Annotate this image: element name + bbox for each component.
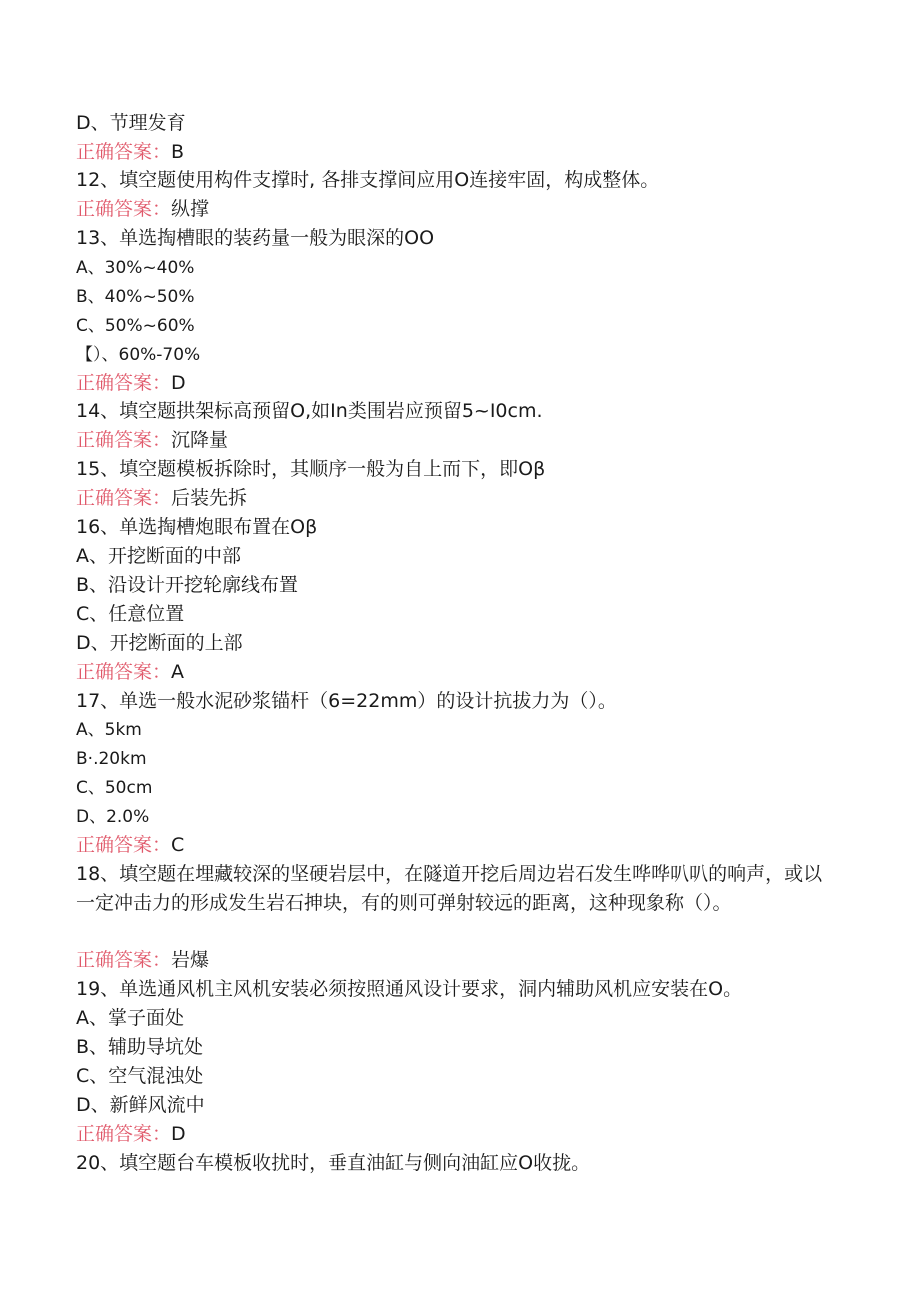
question-20: 20、填空题台车模板收扰时，垂直油缸与侧向油缸应O收拢。: [76, 1152, 591, 1174]
answer-label: 正确答案：: [76, 429, 172, 451]
option-b: B、沿设计开挖轮廓线布置: [76, 574, 299, 596]
answer: [76, 369, 860, 398]
option-d: D、开挖断面的上部: [76, 632, 243, 654]
answer-value: C: [171, 834, 185, 856]
answer-value: 沉降量: [171, 429, 229, 451]
option-a: A、30%~40%: [76, 258, 195, 278]
option-d: D、节理发育: [76, 112, 186, 134]
option-d: D、新鲜风流中: [76, 1094, 205, 1116]
option-c: C、任意位置: [76, 603, 185, 625]
answer-value: 后装先拆: [171, 487, 248, 509]
answer-value: B: [171, 141, 185, 163]
answer-label: 正确答案：: [76, 1123, 172, 1145]
answer-value: D: [171, 1123, 186, 1145]
question-15: 15、填空题模板拆除时，其顺序一般为自上而下，即Oβ: [76, 458, 546, 480]
answer: [76, 426, 860, 455]
option-a: A、5km: [76, 720, 142, 740]
answer-value: A: [171, 661, 185, 683]
question-14: 14、填空题拱架标高预留O,如In类围岩应预留5~I0cm.: [76, 400, 543, 422]
question-19: 19、单选通风机主风机安装必须按照通风设计要求，洞内辅助风机应安装在O。: [76, 978, 743, 1000]
answer-label: 正确答案：: [76, 372, 172, 394]
answer-value: 纵撑: [171, 198, 210, 220]
answer: [76, 658, 860, 687]
option-c: C、空气混浊处: [76, 1065, 204, 1087]
answer-label: 正确答案：: [76, 661, 172, 683]
answer-label: 正确答案：: [76, 487, 172, 509]
answer-value: D: [171, 372, 186, 394]
answer-value: 岩爆: [171, 949, 210, 971]
option-d: 【）、60%-70%: [76, 345, 201, 365]
answer: [76, 831, 860, 860]
option-b: B·.20km: [76, 749, 147, 769]
question-17: 17、单选一般水泥砂浆锚杆（6=22mm）的设计抗拔力为（）。: [76, 690, 617, 712]
question-18: 18、填空题在埋藏较深的坚硬岩层中，在隧道开挖后周边岩石发生哗哗叭叭的响声，或以一定冲击力的形成发生岩石抻块，有的则可弹射较远的距离，这种现象称（）。: [76, 863, 823, 914]
option-a: A、掌子面处: [76, 1007, 184, 1029]
answer-label: 正确答案：: [76, 198, 172, 220]
answer: [76, 946, 860, 975]
option-c: C、50cm: [76, 778, 153, 798]
answer-label: 正确答案：: [76, 834, 172, 856]
answer: [76, 1120, 860, 1149]
option-b: B、40%~50%: [76, 287, 195, 307]
answer-label: 正确答案：: [76, 949, 172, 971]
answer-label: 正确答案：: [76, 141, 172, 163]
answer: [76, 138, 860, 167]
option-b: B、辅助导坑处: [76, 1036, 204, 1058]
question-13: 13、单选掏槽眼的装药量一般为眼深的OO: [76, 227, 435, 249]
answer: [76, 195, 860, 224]
option-d: D、2.0%: [76, 807, 150, 827]
question-12: 12、填空题使用构件支撑时, 各排支撑间应用O连接牢固，构成整体。: [76, 169, 660, 191]
answer: [76, 484, 860, 513]
question-16: 16、单选掏槽炮眼布置在Oβ: [76, 516, 318, 538]
option-c: C、50%~60%: [76, 316, 195, 336]
option-a: A、开挖断面的中部: [76, 545, 241, 567]
